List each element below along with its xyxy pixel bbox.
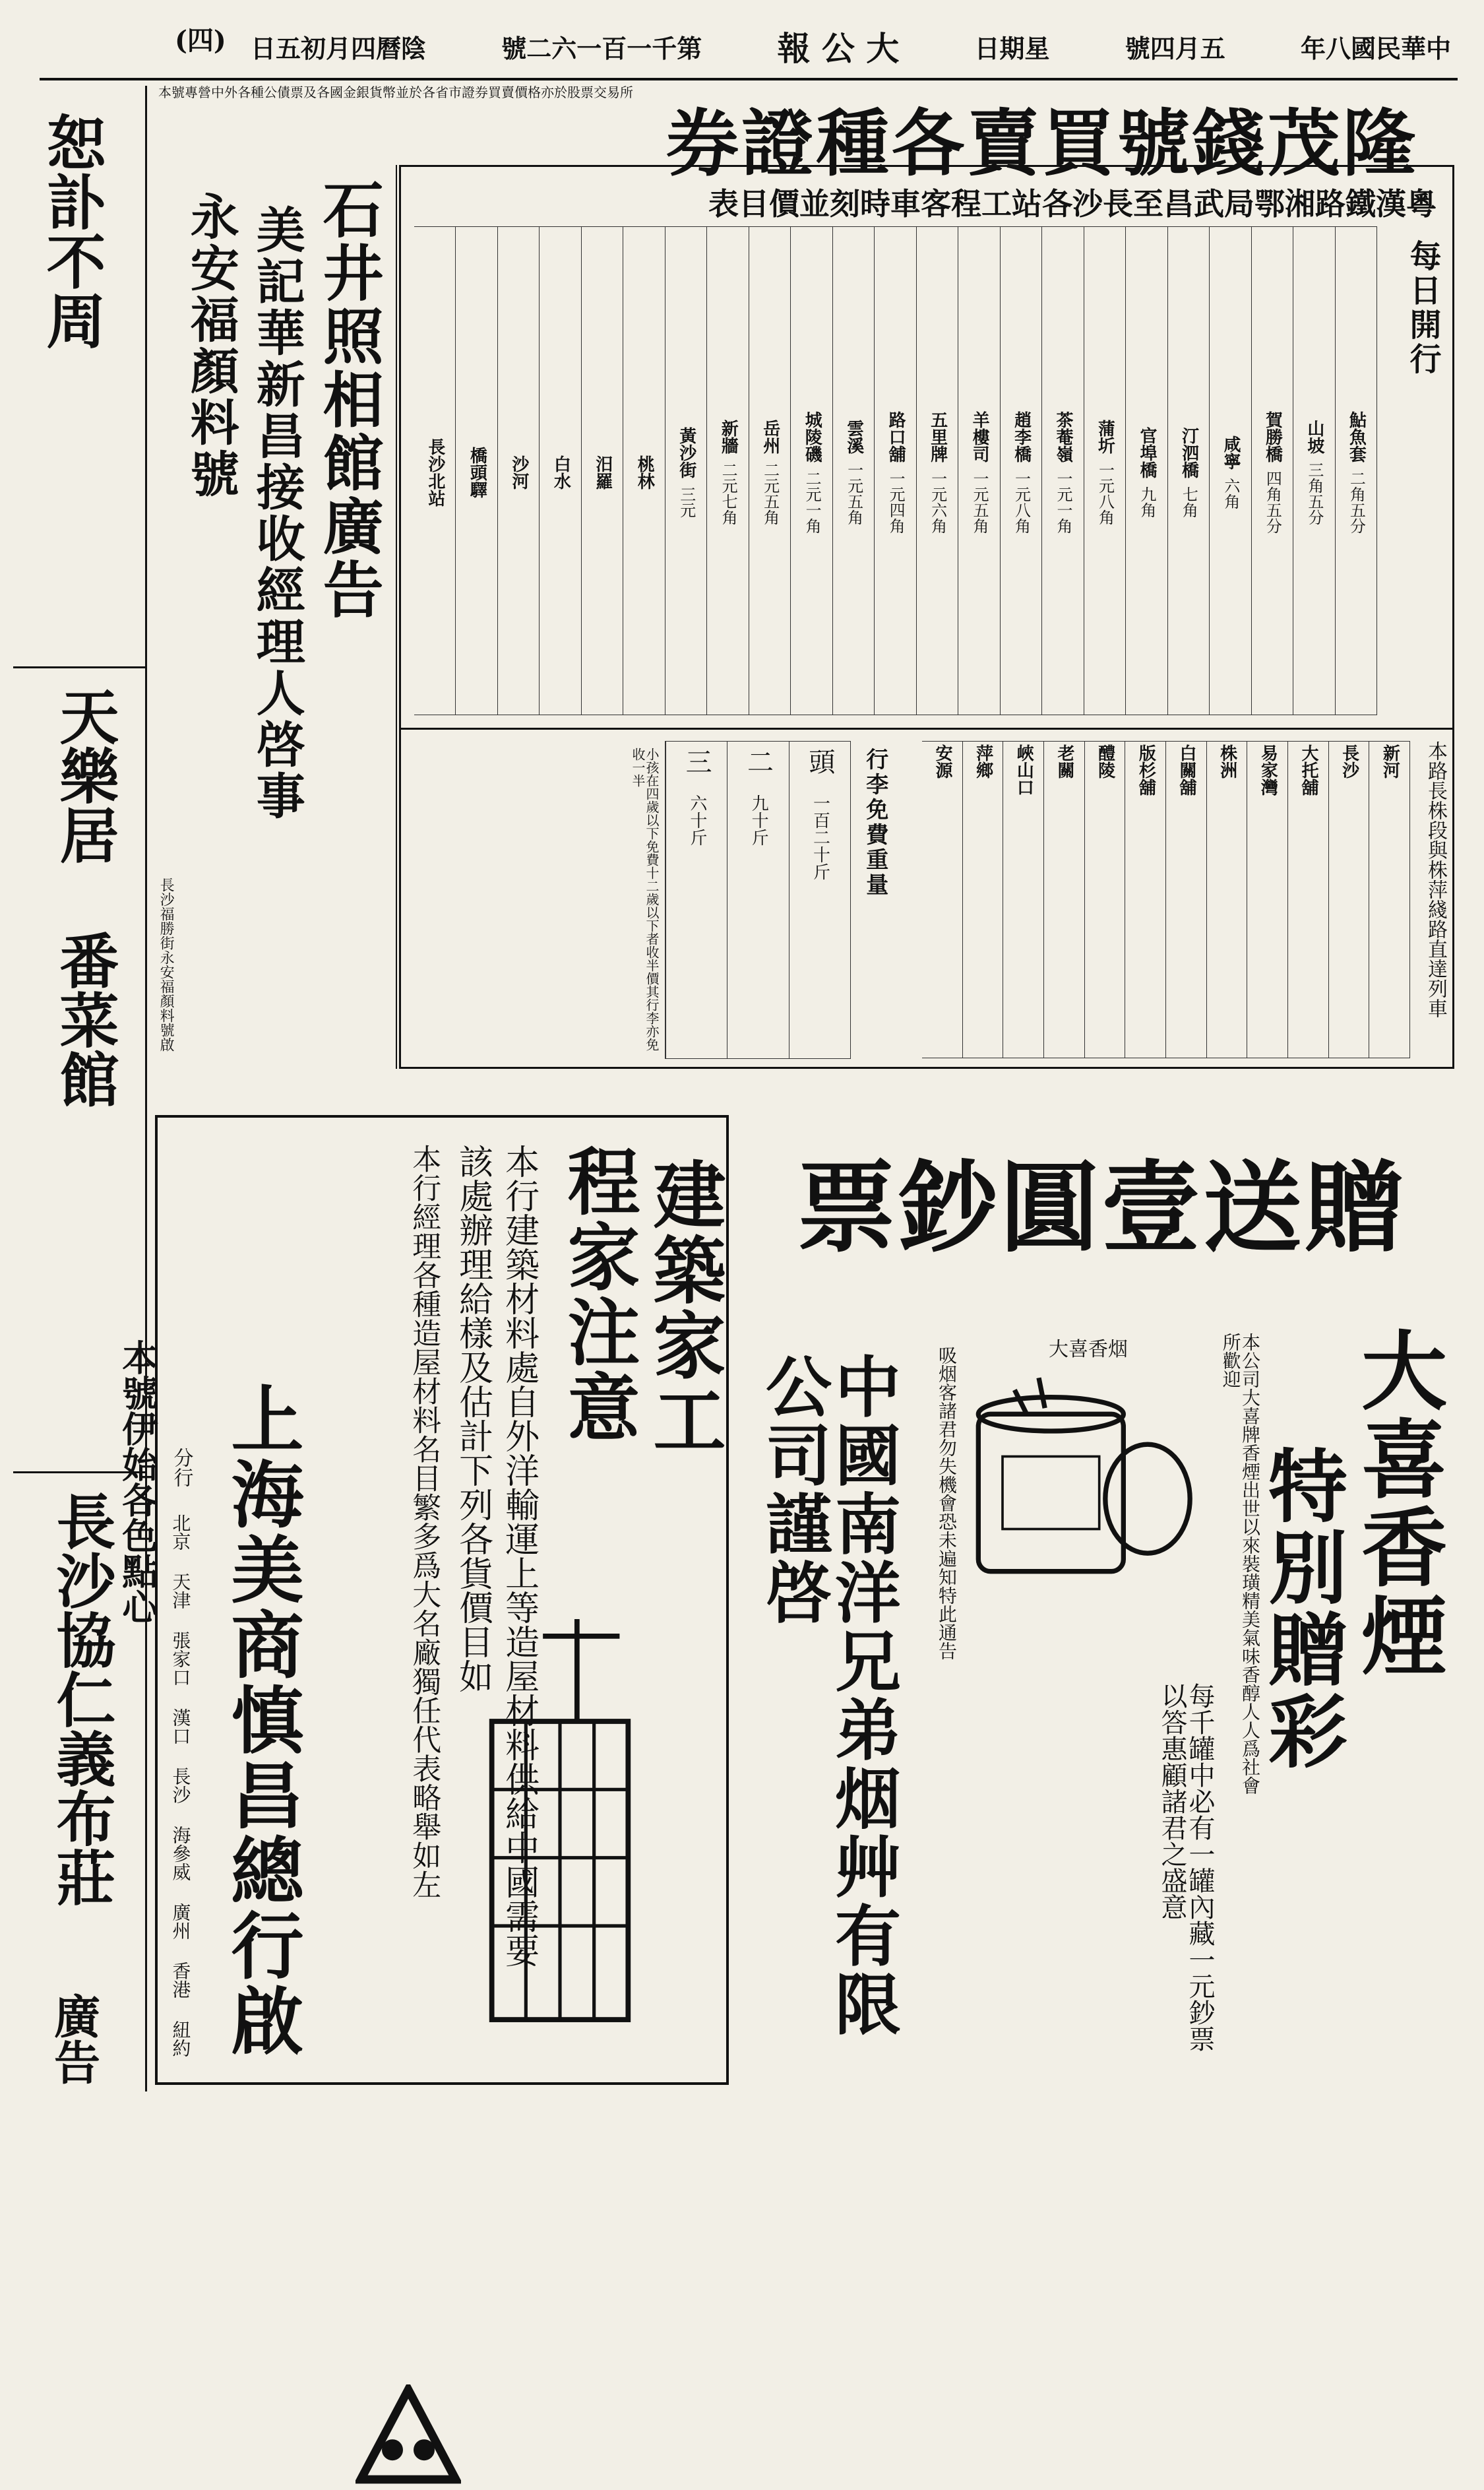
fare-label: 二元五角	[760, 461, 780, 525]
station-name: 桃林	[634, 455, 655, 490]
triangle-logo-icon	[356, 2384, 461, 2490]
station-name: 雲溪	[844, 419, 864, 454]
station-name: 長沙北站	[425, 437, 445, 507]
timetable-divider	[401, 728, 1452, 730]
station-name: 沙河	[509, 455, 529, 490]
luggage-weight: 一百二十斤	[810, 794, 830, 880]
shanghai-ad	[155, 1115, 729, 2085]
timetable-station-column	[414, 227, 456, 715]
luggage-weight: 六十斤	[687, 794, 707, 846]
ad-restaurant-title: 天樂居	[49, 686, 119, 864]
paint-shop-title: 永安福顏料號	[182, 191, 239, 500]
divider	[13, 666, 145, 668]
branch-station-column	[1288, 742, 1329, 1058]
branch-station-column	[922, 742, 963, 1058]
cigarette-notice: 吸烟客諸君勿失機會恐未遍知特此通告	[936, 1346, 958, 1660]
fare-label: 一元一角	[1054, 470, 1072, 534]
station-name: 易家灣	[1258, 744, 1278, 796]
branch-station-column	[1207, 742, 1248, 1058]
building-illustration-icon	[474, 1619, 646, 2028]
timetable-station-column	[875, 227, 916, 715]
fare-label: 九角	[1137, 486, 1156, 518]
fare-label: 一元八角	[1012, 470, 1031, 534]
station-name: 羊樓司	[970, 410, 990, 463]
timetable-station-column	[917, 227, 958, 715]
branch-station-column	[1166, 742, 1207, 1058]
ad-restaurant-sub: 番菜館	[49, 930, 119, 1108]
luggage-title: 行李免費重量	[861, 748, 888, 898]
fare-label: 七角	[1179, 486, 1198, 518]
timetable-station-column	[958, 227, 1000, 715]
shanghai-headline-1: 建築家工	[641, 1157, 727, 1458]
luggage-class: 二	[743, 748, 774, 775]
timetable-station-column	[1252, 227, 1293, 715]
fare-label: 一元六角	[928, 470, 947, 534]
timetable-station-column	[540, 227, 581, 715]
cigarette-company: 中國南洋兄弟烟艸有限公司謹啓	[755, 1353, 902, 2039]
masthead	[251, 20, 1451, 73]
luggage-weight: 九十斤	[749, 794, 769, 846]
timetable-station-column	[582, 227, 623, 715]
station-name: 株洲	[1217, 744, 1237, 779]
timetable	[399, 165, 1454, 1069]
ad-obituary-title: 恕訃不周	[36, 112, 106, 350]
luggage-class-column	[789, 742, 850, 1058]
station-name: 城陵磯	[802, 410, 822, 463]
station-name: 茶菴嶺	[1053, 410, 1074, 463]
station-name: 趙李橋	[1011, 410, 1032, 463]
station-name: 岳州	[760, 419, 780, 454]
banner-title: 隆茂錢號買賣各種證券	[666, 101, 1418, 186]
year: 年八國民華中	[1300, 33, 1451, 63]
station-name: 白關舖	[1176, 744, 1196, 796]
station-name: 汀泗橋	[1179, 426, 1199, 478]
shanghai-branches: 北京 天津 張家口 漢口 長沙 海參威 廣州 香港 紐約	[170, 1514, 192, 2057]
station-name: 大托舖	[1298, 744, 1318, 796]
branch-station-column	[1003, 742, 1044, 1058]
cigarette-ad	[732, 1115, 1464, 2085]
timetable-station-column	[1293, 227, 1335, 715]
branch-station-column	[1369, 742, 1410, 1058]
paint-shop-note: 長沙福勝街永安福顏料號啟	[158, 878, 175, 1052]
ad-cloth-title: 長沙協仁義布莊	[46, 1491, 116, 1907]
shanghai-body-2: 該處辦理給樣及估計下列各貨價目如	[452, 1144, 493, 1693]
header-rule	[40, 78, 1458, 80]
fare-label: 一元八角	[1096, 461, 1115, 525]
branch-station-column	[1247, 742, 1288, 1058]
hua-title: 美記華新昌接收經理人啓事	[248, 205, 305, 822]
cigarette-body: 本公司大喜牌香煙出世以來裝璜精美氣味香醇人人爲社會所歡迎	[1220, 1333, 1261, 1795]
station-name: 版杉舖	[1136, 744, 1156, 796]
branch-station-column	[1329, 742, 1370, 1058]
station-name: 官埠橋	[1137, 426, 1157, 478]
shanghai-headline-2: 程家注意	[555, 1144, 641, 1445]
left-strip	[13, 86, 159, 2091]
cigarette-brand: 大喜香煙	[1347, 1326, 1448, 1680]
fare-label: 三元	[677, 486, 696, 518]
station-name: 蒲圻	[1095, 419, 1115, 454]
shanghai-body-3: 本行經理各種造屋材料名目繁多爲大名廠獨任代表略舉如左	[407, 1144, 441, 1899]
station-name: 峽山口	[1014, 744, 1034, 796]
luggage-class: 頭	[804, 748, 835, 775]
timetable-daily: 每日開行	[1404, 239, 1441, 377]
station-name: 路口舖	[886, 410, 906, 463]
luggage-class: 三	[681, 748, 712, 775]
ad-restaurant-note: 本號伊始各色點心	[116, 1339, 159, 1624]
fare-label: 一元四角	[886, 470, 906, 534]
station-name: 白水	[551, 455, 571, 490]
fare-label: 二元一角	[803, 470, 822, 534]
date-lunar: 日五初月四曆陰	[251, 33, 427, 63]
timetable-station-column	[1084, 227, 1126, 715]
luggage-table	[665, 741, 851, 1059]
cigarette-body-2: 每千罐中必有一罐內藏一元鈔票以答惠顧諸君之盛意	[1157, 1682, 1215, 2052]
paper-name: 報 公 大	[777, 29, 900, 68]
timetable-station-column	[1168, 227, 1210, 715]
timetable-station-column	[1210, 227, 1251, 715]
divider	[13, 1471, 145, 1473]
timetable-station-column	[1042, 227, 1084, 715]
page-number: (四)	[175, 25, 226, 56]
timetable-station-column	[749, 227, 791, 715]
weekday: 日期星	[974, 33, 1050, 63]
photo-studio-title: 石井照相館廣告	[313, 178, 385, 622]
timetable-station-column	[833, 227, 875, 715]
timetable-station-column	[1001, 227, 1042, 715]
station-name: 賀勝橋	[1262, 410, 1283, 463]
shanghai-branches-label: 分行	[170, 1448, 193, 1487]
station-name: 長沙	[1339, 744, 1359, 779]
shanghai-body-1: 本行建築材料處自外洋輸運上等造屋材料供給中國需要	[499, 1144, 539, 1967]
station-name: 鮎魚套	[1346, 410, 1367, 463]
branch-title: 本路長株段與株萍綫路直達列車	[1424, 741, 1447, 1018]
branch-station-column	[1085, 742, 1126, 1058]
branch-station-column	[963, 742, 1004, 1058]
station-name: 汨羅	[592, 455, 613, 490]
banner-notice: 本號專營中外各種公債票及各國金銀貨幣並於各省市證券買賣價格亦於股票交易所	[158, 84, 633, 100]
station-name: 醴陵	[1095, 744, 1115, 779]
timetable-title: 粵漢鐵路湘鄂局武昌至長沙各站工程客車時刻並價目表	[708, 186, 1437, 222]
fare-label: 三角五分	[1305, 461, 1324, 525]
date-solar: 號四月五	[1125, 33, 1225, 63]
station-name: 黃沙街	[676, 426, 696, 478]
middle-ads	[152, 165, 397, 1069]
timetable-station-column	[665, 227, 707, 715]
timetable-station-column	[1126, 227, 1167, 715]
fare-label: 一元五角	[844, 461, 863, 525]
branch-grid	[922, 741, 1410, 1058]
fare-label: 六角	[1221, 477, 1240, 509]
fare-label: 二元七角	[719, 461, 738, 525]
fare-label: 一元五角	[970, 470, 989, 534]
station-name: 老關	[1054, 744, 1074, 779]
luggage-class-column	[665, 742, 727, 1058]
timetable-station-column	[1336, 227, 1377, 715]
ad-cloth-sub: 廣告	[46, 1993, 102, 2085]
station-name: 萍鄉	[973, 744, 993, 779]
station-name: 五里牌	[927, 410, 948, 463]
branch-station-column	[1044, 742, 1085, 1058]
branch-station-column	[1125, 742, 1166, 1058]
station-name: 新牆	[718, 419, 739, 454]
station-name: 安源	[932, 744, 952, 779]
timetable-grid	[414, 226, 1377, 715]
station-name: 咸寧	[1220, 435, 1241, 470]
fare-label: 二角五分	[1347, 470, 1366, 534]
luggage-notes: 小孩在四歲以下免費十二歲以下者收半價其行李亦免收一半	[630, 748, 660, 1051]
timetable-station-column	[707, 227, 749, 715]
tin-label: 大喜香烟	[1049, 1338, 1128, 1361]
issue-number: 號二六一百一千第	[501, 33, 702, 63]
cigarette-headline: 贈送壹圓鈔票	[796, 1150, 1406, 1266]
timetable-station-column	[456, 227, 497, 715]
timetable-station-column	[623, 227, 665, 715]
station-name: 山坡	[1304, 419, 1324, 454]
cigarette-sub: 特別贈彩	[1255, 1445, 1348, 1772]
timetable-station-column	[498, 227, 540, 715]
shanghai-company: 上海美商慎昌總行啟	[219, 1382, 305, 2059]
station-name: 新河	[1380, 744, 1400, 779]
cigarette-tin-icon	[950, 1366, 1200, 1583]
luggage-class-column	[727, 742, 788, 1058]
timetable-station-column	[791, 227, 832, 715]
fare-label: 四角五分	[1263, 470, 1282, 534]
station-name: 橋頭驛	[467, 446, 487, 498]
